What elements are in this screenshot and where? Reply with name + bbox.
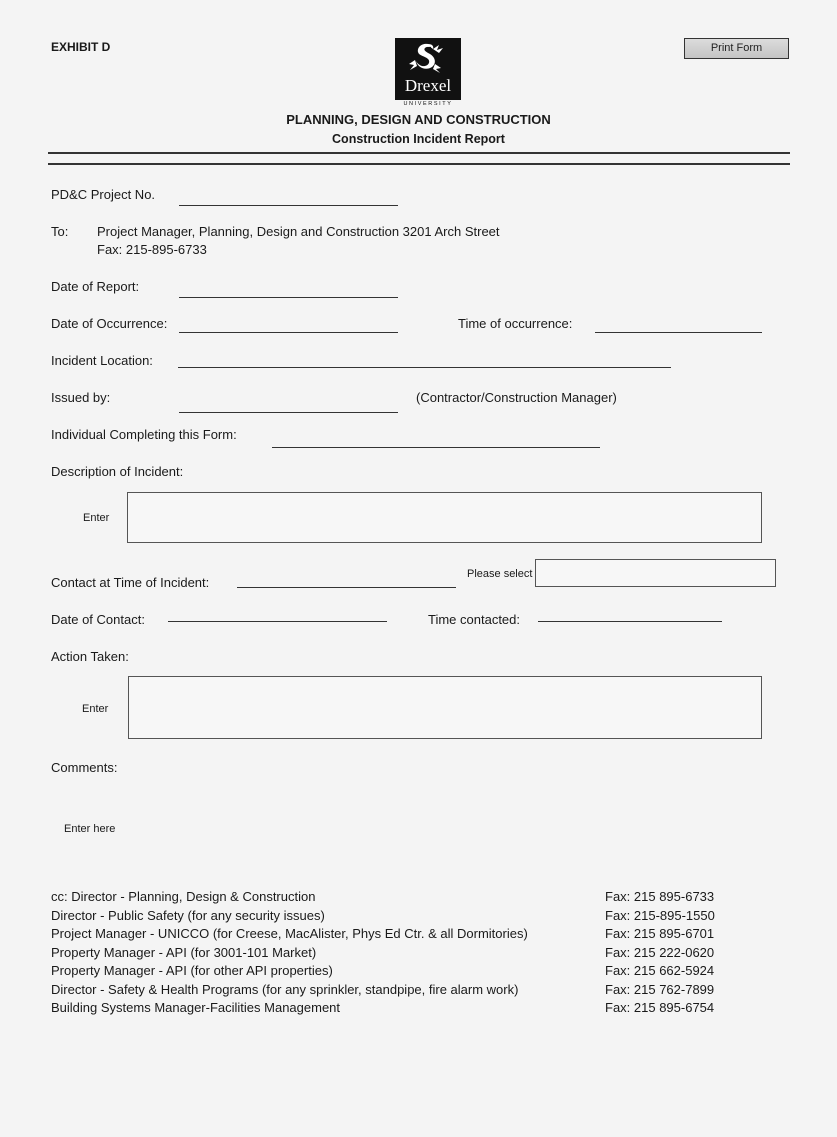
cc-fax: Fax: 215 895-6701 [605, 926, 715, 941]
action-hint: Enter [82, 703, 109, 715]
action-taken-label: Action Taken: [51, 649, 129, 664]
drexel-logo [395, 38, 461, 100]
incident-location-label: Incident Location: [51, 353, 153, 368]
date-of-report-field[interactable] [179, 297, 398, 298]
cc-name: Director - Safety & Health Programs (for any sprinkler, standpipe, fire alarm work) [51, 981, 519, 997]
contact-select[interactable] [535, 559, 776, 587]
time-of-occurrence-field[interactable] [595, 332, 762, 333]
to-label: To: [51, 224, 69, 239]
date-of-contact-field[interactable] [168, 621, 387, 622]
description-textarea[interactable] [127, 492, 762, 543]
header-rule-top [48, 152, 790, 154]
page-title: PLANNING, DESIGN AND CONSTRUCTION [286, 112, 551, 127]
print-form-button[interactable]: Print Form [684, 38, 789, 59]
cc-fax: Fax: 215 662-5924 [605, 963, 715, 978]
date-of-occurrence-field[interactable] [179, 332, 398, 333]
project-no-label: PD&C Project No. [51, 187, 156, 202]
issued-by-field[interactable] [179, 412, 398, 413]
individual-label: Individual Completing this Form: [51, 427, 237, 442]
cc-fax: Fax: 215-895-1550 [605, 907, 715, 923]
comments-field[interactable] [140, 790, 780, 860]
time-contacted-field[interactable] [538, 621, 722, 622]
issued-by-label: Issued by: [51, 390, 111, 405]
cc-fax: Fax: 215 895-6754 [605, 1000, 715, 1015]
cc-name: Property Manager - API (for other API properties) [51, 963, 333, 978]
logo-word: Drexel [404, 76, 452, 95]
logo-university: UNIVERSITY [403, 101, 453, 107]
time-of-occurrence-label: Time of occurrence: [458, 316, 573, 331]
action-textarea[interactable] [128, 676, 762, 739]
comments-label: Comments: [51, 760, 118, 775]
description-label: Description of Incident: [51, 464, 184, 479]
header-rule-bottom [48, 163, 790, 165]
cc-name: Building Systems Manager-Facilities Management [51, 1000, 341, 1015]
project-no-field[interactable] [179, 205, 398, 206]
cc-name: cc: Director - Planning, Design & Construction [51, 889, 316, 904]
individual-field[interactable] [272, 447, 600, 448]
comments-hint: Enter here [64, 823, 116, 835]
issued-by-note: (Contractor/Construction Manager) [416, 390, 617, 405]
incident-location-field[interactable] [178, 367, 671, 368]
date-of-occurrence-label: Date of Occurrence: [51, 316, 168, 331]
dragon-icon [395, 38, 461, 78]
exhibit-label: EXHIBIT D [51, 40, 111, 54]
contact-field[interactable] [237, 587, 456, 588]
please-select-label: Please select [467, 568, 533, 580]
time-contacted-label: Time contacted: [428, 612, 521, 627]
contact-label: Contact at Time of Incident: [51, 575, 210, 590]
cc-fax: Fax: 215 762-7899 [605, 981, 715, 997]
to-fax: Fax: 215-895-6733 [97, 242, 207, 257]
cc-fax: Fax: 215 895-6733 [605, 889, 715, 904]
date-of-report-label: Date of Report: [51, 279, 140, 294]
date-of-contact-label: Date of Contact: [51, 612, 145, 627]
cc-name: Director - Public Safety (for any security issues) [51, 907, 325, 923]
cc-name: Project Manager - UNICCO (for Creese, MacAlister, Phys Ed Ctr. & all Dormitories) [51, 926, 528, 941]
description-hint: Enter [83, 512, 110, 524]
cc-fax: Fax: 215 222-0620 [605, 944, 715, 960]
page-subtitle: Construction Incident Report [332, 132, 505, 146]
cc-name: Property Manager - API (for 3001-101 Market) [51, 944, 317, 960]
to-address: Project Manager, Planning, Design and Construction 3201 Arch Street [97, 224, 500, 239]
